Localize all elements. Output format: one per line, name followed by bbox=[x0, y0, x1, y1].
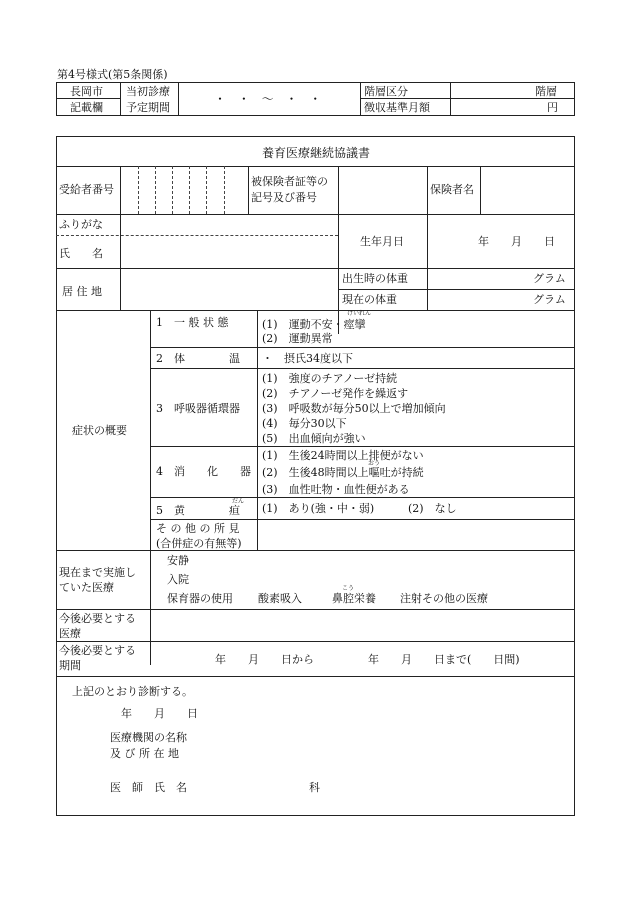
treatment-hospitalization[interactable]: 入院 bbox=[167, 573, 189, 586]
jaundice-item-1[interactable]: (1) あり(強・中・弱) bbox=[262, 502, 375, 515]
digestive-item-3[interactable]: (3) 血性吐物・血性便がある bbox=[262, 483, 410, 496]
insurer-name-field[interactable] bbox=[481, 167, 574, 213]
period-from-field[interactable]: 年 月 日から bbox=[215, 653, 314, 666]
jaundice-label: 5 黄 疸 bbox=[156, 504, 240, 517]
treatment-rest[interactable]: 安静 bbox=[167, 554, 189, 567]
city-label-2: 記載欄 bbox=[70, 101, 103, 114]
other-findings-label: そ の 他 の 所 見 bbox=[156, 522, 240, 535]
digestive-item-1[interactable]: (1) 生後24時間以上排便がない bbox=[262, 449, 424, 462]
period-to-field[interactable]: 年 月 日まで( 日間) bbox=[368, 653, 520, 666]
other-findings-label-2: (合併症の有無等) bbox=[156, 537, 242, 550]
insurance-card-label: 被保険者証等の bbox=[251, 175, 328, 188]
institution-label: 医療機関の名称 bbox=[110, 731, 187, 744]
address-field[interactable] bbox=[121, 269, 337, 309]
form-title: 養育医療継続協議書 bbox=[262, 146, 371, 160]
address-label: 居 住 地 bbox=[62, 285, 102, 298]
fee-unit: 円 bbox=[547, 101, 558, 114]
respiratory-item-4[interactable]: (4) 毎分30以下 bbox=[262, 417, 347, 430]
digestive-label: 4 消 化 器 bbox=[156, 465, 251, 478]
birth-weight-unit: グラム bbox=[533, 272, 566, 285]
temperature-item-1[interactable]: ・ 摂氏34度以下 bbox=[262, 352, 353, 365]
nasal-ruby: こう bbox=[342, 585, 355, 592]
diagnosis-statement: 上記のとおり診断する。 bbox=[72, 685, 193, 698]
name-label: 氏 名 bbox=[59, 247, 103, 260]
future-treatment-label-2: 医療 bbox=[59, 627, 81, 640]
diagnosis-date-field[interactable]: 年 月 日 bbox=[121, 707, 198, 720]
jaundice-ruby: だん bbox=[232, 498, 245, 505]
birth-weight-field[interactable] bbox=[428, 269, 528, 287]
jaundice-item-2[interactable]: (2) なし bbox=[408, 502, 457, 515]
period-label-2: 予定期間 bbox=[126, 101, 170, 114]
furigana-field[interactable] bbox=[121, 215, 337, 234]
insurance-card-label-2: 記号及び番号 bbox=[251, 191, 317, 204]
insurer-name-label: 保険者名 bbox=[430, 183, 474, 196]
treatment-label-2: ていた医療 bbox=[59, 581, 114, 594]
birthdate-field[interactable]: 年 月 日 bbox=[478, 235, 555, 248]
other-findings-field[interactable] bbox=[258, 520, 574, 549]
future-period-label: 今後必要とする bbox=[59, 644, 136, 657]
respiratory-item-1[interactable]: (1) 強度のチアノーゼ持続 bbox=[262, 372, 398, 385]
general-item-1[interactable]: (1) 運動不安・痙攣 bbox=[262, 318, 366, 331]
general-item-2[interactable]: (2) 運動異常 bbox=[262, 332, 333, 345]
city-label: 長岡市 bbox=[70, 85, 103, 98]
class-label: 階層区分 bbox=[364, 85, 408, 98]
symptoms-label: 症状の概要 bbox=[72, 424, 127, 437]
treatment-nasal-feeding[interactable]: 鼻腔栄養 bbox=[332, 592, 376, 605]
doctor-name-label: 医 師 氏 名 bbox=[110, 781, 187, 794]
future-period-label-2: 期間 bbox=[59, 659, 81, 672]
temperature-label: 2 体 温 bbox=[156, 352, 240, 365]
convulsion-ruby: けいれん bbox=[347, 310, 372, 317]
vomit-ruby: おう bbox=[368, 460, 381, 467]
fee-label: 徴収基準月額 bbox=[364, 101, 430, 114]
furigana-label: ふりがな bbox=[59, 218, 103, 231]
department-label: 科 bbox=[309, 781, 320, 794]
fee-field[interactable] bbox=[452, 99, 544, 115]
birth-weight-label: 出生時の体重 bbox=[342, 272, 408, 285]
current-weight-unit: グラム bbox=[533, 293, 566, 306]
period-label: 当初診療 bbox=[126, 85, 170, 98]
treatment-injection-other[interactable]: 注射その他の医療 bbox=[400, 592, 488, 605]
institution-label-2: 及 び 所 在 地 bbox=[110, 747, 179, 760]
future-treatment-label: 今後必要とする bbox=[59, 612, 136, 625]
recipient-number-label: 受給者番号 bbox=[59, 183, 114, 196]
treatment-oxygen[interactable]: 酸素吸入 bbox=[258, 592, 302, 605]
doctor-name-field[interactable] bbox=[200, 778, 300, 798]
general-state-label: 1 一 般 状 態 bbox=[156, 316, 229, 329]
initial-period-field[interactable]: ・ ・ 〜 ・ ・ bbox=[214, 92, 326, 106]
name-field[interactable] bbox=[121, 236, 337, 267]
respiratory-item-3[interactable]: (3) 呼吸数が毎分50以上で増加傾向 bbox=[262, 402, 446, 415]
respiratory-item-5[interactable]: (5) 出血傾向が強い bbox=[262, 432, 366, 445]
current-weight-field[interactable] bbox=[428, 290, 528, 309]
institution-field[interactable] bbox=[210, 730, 550, 762]
insurance-card-field[interactable] bbox=[339, 167, 426, 213]
digestive-item-2[interactable]: (2) 生後48時間以上嘔吐が持続 bbox=[262, 466, 424, 479]
form-number: 第4号様式(第5条関係) bbox=[57, 68, 168, 81]
respiratory-label: 3 呼吸器循環器 bbox=[156, 402, 240, 415]
treatment-label: 現在まで実施し bbox=[59, 566, 136, 579]
current-weight-label: 現在の体重 bbox=[342, 293, 397, 306]
class-field[interactable] bbox=[452, 83, 532, 97]
respiratory-item-2[interactable]: (2) チアノーゼ発作を繰返す bbox=[262, 387, 409, 400]
future-treatment-field[interactable] bbox=[151, 610, 574, 640]
treatment-incubator[interactable]: 保育器の使用 bbox=[167, 592, 233, 605]
class-unit: 階層 bbox=[535, 85, 557, 98]
recipient-number-field[interactable] bbox=[121, 167, 247, 213]
birthdate-label: 生年月日 bbox=[360, 235, 404, 248]
